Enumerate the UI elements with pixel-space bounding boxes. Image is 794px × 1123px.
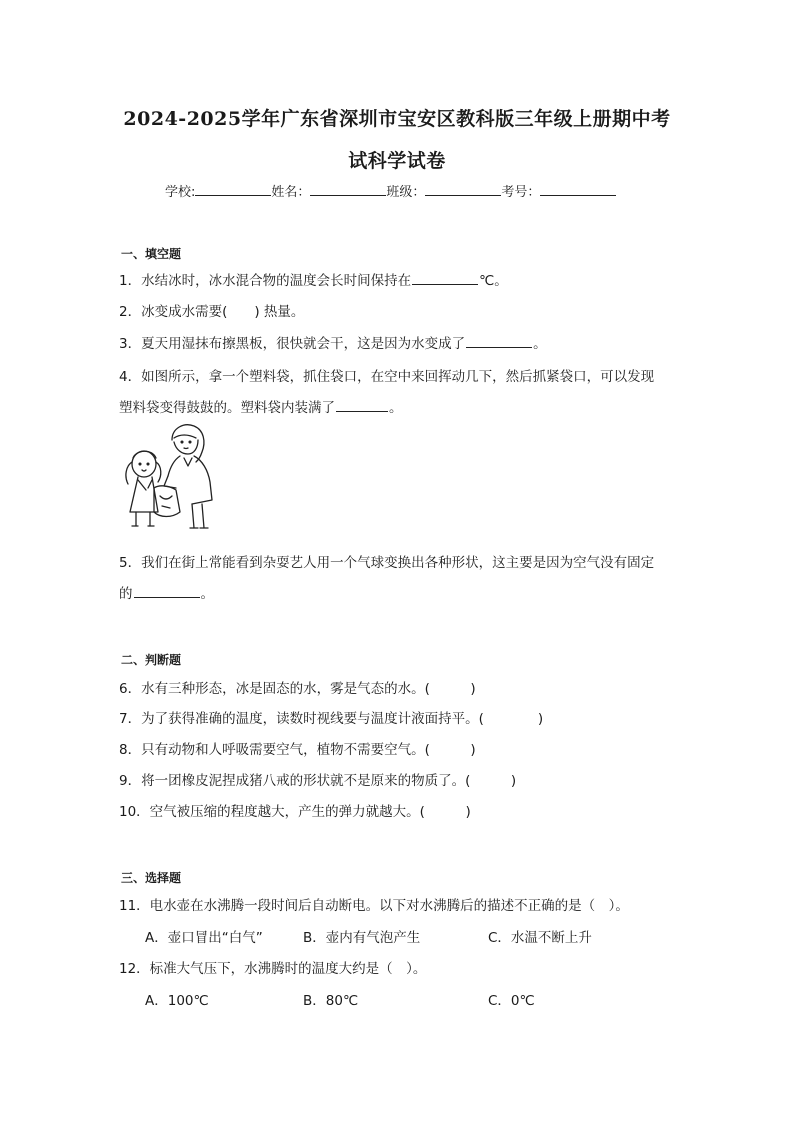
question-5-line-2 [119, 582, 214, 602]
question-2: 2．冰变成水需要( ) 热量。 [119, 304, 305, 320]
question-3 [119, 332, 547, 352]
question-4-line-1: 4．如图所示，拿一个塑料袋，抓住袋口，在空中来回挥动几下，然后抓紧袋口，可以发现 [119, 369, 655, 385]
question-3-blank[interactable] [466, 333, 532, 348]
question-12-option-c[interactable]: C．0℃ [488, 993, 535, 1009]
question-7: 7．为了获得准确的温度，读数时视线要与温度计液面持平。( ) [119, 711, 544, 727]
question-5-text: 的 [119, 586, 133, 602]
name-blank[interactable] [310, 181, 386, 196]
school-label: 学校: [165, 185, 196, 200]
question-4-blank[interactable] [336, 397, 388, 412]
question-12-stem: 12．标准大气压下，水沸腾时的温度大约是（ ）。 [119, 961, 427, 977]
question-1 [119, 269, 508, 289]
exam-title-line-1: 2024-2025学年广东省深圳市宝安区教科版三年级上册期中考 [123, 108, 671, 130]
question-4-text: 塑料袋变得鼓鼓的。塑料袋内装满了 [119, 400, 335, 416]
question-1-blank[interactable] [412, 270, 478, 285]
section-heading-fill-in: 一、填空题 [121, 247, 182, 261]
name-label: 姓名： [271, 185, 311, 200]
question-5-suffix: 。 [200, 586, 214, 602]
question-9: 9．将一团橡皮泥捏成猪八戒的形状就不是原来的物质了。( ) [119, 773, 517, 789]
question-5-blank[interactable] [134, 583, 200, 598]
question-12-option-a[interactable]: A．100℃ [145, 993, 209, 1009]
question-10: 10．空气被压缩的程度越大，产生的弹力就越大。( ) [119, 804, 471, 820]
class-label: 班级： [386, 185, 426, 200]
question-11-option-c[interactable]: C．水温不断上升 [488, 930, 592, 946]
question-12-option-b[interactable]: B．80℃ [303, 993, 359, 1009]
question-3-text: 3．夏天用湿抹布擦黑板，很快就会干，这是因为水变成了 [119, 336, 466, 352]
question-1-text: 1．水结冰时，冰水混合物的温度会长时间保持在 [119, 273, 412, 289]
question-4-line-2 [119, 396, 403, 416]
class-blank[interactable] [425, 181, 501, 196]
section-heading-true-false: 二、判断题 [121, 653, 182, 667]
student-info-row [165, 181, 616, 200]
section-heading-multiple-choice: 三、选择题 [121, 871, 182, 885]
question-3-suffix: 。 [533, 336, 547, 352]
school-blank[interactable] [195, 181, 271, 196]
question-5-line-1: 5．我们在街上常能看到杂耍艺人用一个气球变换出各种形状，这主要是因为空气没有固定 [119, 555, 655, 571]
woman-and-girl-with-bag-illustration [118, 420, 222, 532]
question-4-suffix: 。 [389, 400, 403, 416]
question-8: 8．只有动物和人呼吸需要空气，植物不需要空气。( ) [119, 742, 476, 758]
question-1-suffix: ℃。 [479, 273, 508, 289]
exam-number-blank[interactable] [540, 181, 616, 196]
question-11-option-b[interactable]: B．壶内有气泡产生 [303, 930, 421, 946]
question-11-option-a[interactable]: A．壶口冒出“白气” [145, 930, 263, 946]
question-6: 6．水有三种形态，冰是固态的水，雾是气态的水。( ) [119, 681, 476, 697]
question-11-stem: 11．电水壶在水沸腾一段时间后自动断电。以下对水沸腾后的描述不正确的是（ ）。 [119, 898, 629, 914]
exam-number-label: 考号： [501, 185, 541, 200]
exam-title-line-2: 试科学试卷 [348, 150, 446, 172]
